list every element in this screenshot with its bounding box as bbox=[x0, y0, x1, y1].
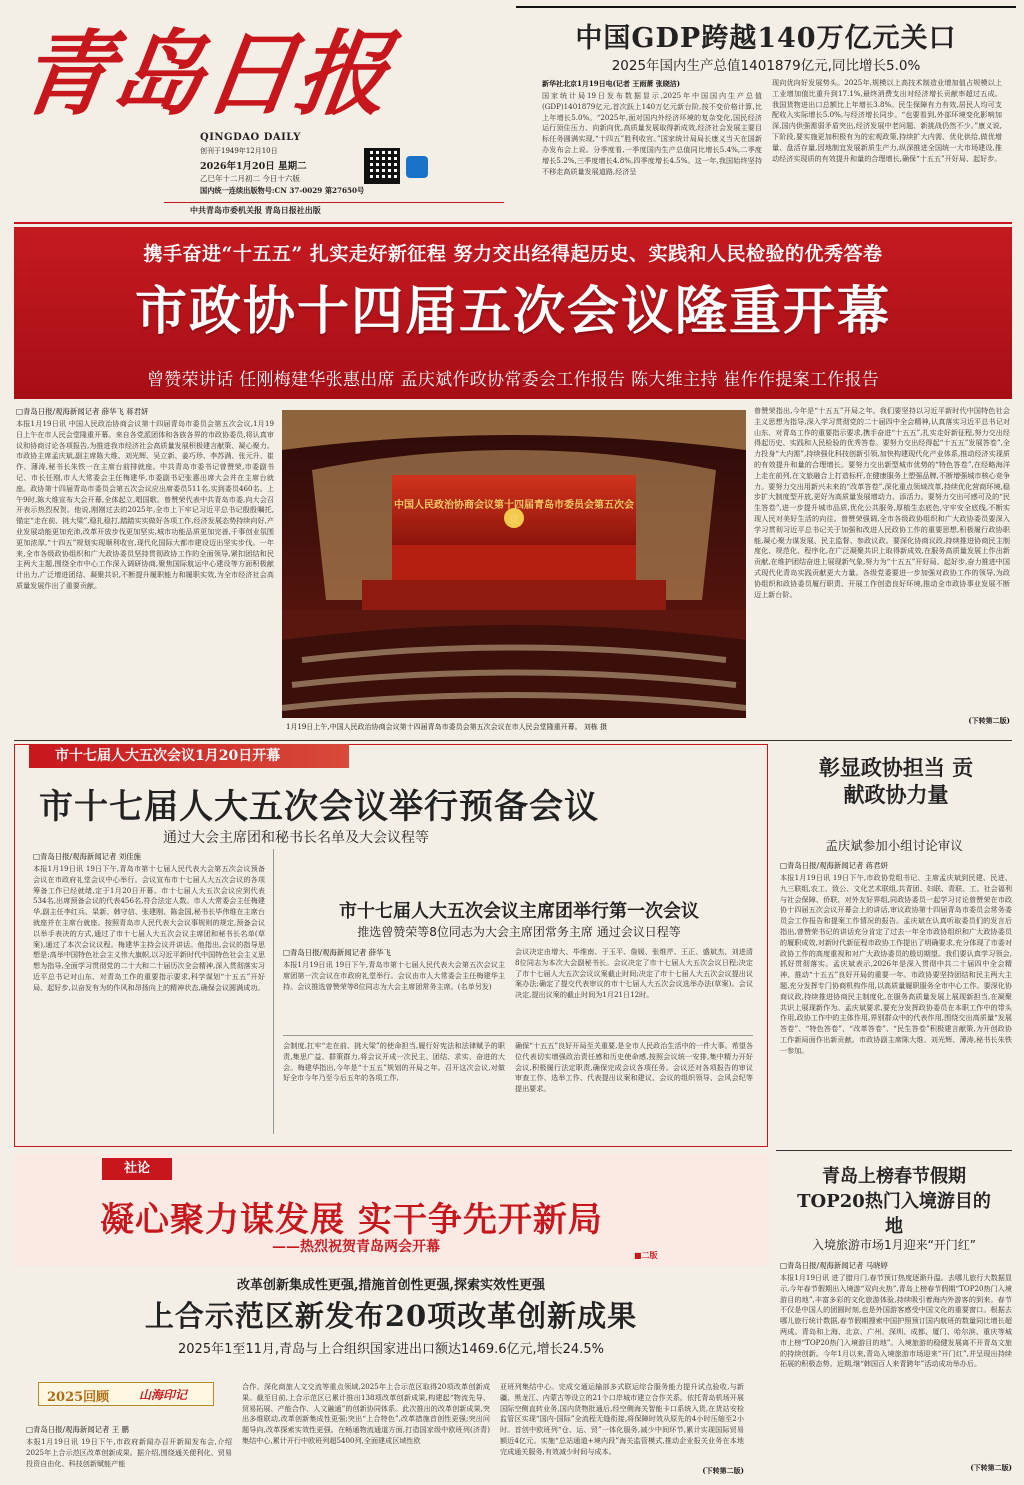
top-story-byline: 新华社北京1月19日电(记者 王雨萧 张晓洁) bbox=[542, 79, 681, 88]
masthead-lunar: 乙巳年十二月初二 今日十六版 bbox=[200, 174, 300, 183]
npc-sub-subhead: 推选曾赞荣等8位同志为大会主席团常务主席 通过会议日程等 bbox=[357, 925, 681, 939]
editorial-tag: 社论 bbox=[102, 1158, 172, 1180]
review-badge-year: 2025回顾 bbox=[47, 1390, 110, 1405]
npc-tail-col1: 会制度,扛牢“走在前、挑大梁”的使命担当,履行好宪法和法律赋予的职责,集思广益、群策群力,将会议开成一次民主、团结、求实、奋进的大会。梅建华指出,今年是“十五五”规划的开局之年。召开这次会议,对做好全市今年乃至今后五年的各项工作, bbox=[283, 1041, 505, 1083]
qr-code-icon bbox=[364, 148, 400, 184]
editorial-subhead: ——热烈祝贺青岛两会开幕 bbox=[272, 1239, 440, 1255]
npc-sub-byline: □青岛日报/观海新闻记者 薛华飞 bbox=[283, 948, 391, 957]
npc-sub-col2: 会议决定由增大、毕维南、于玉平、詹媛、张维芹、王正、盛斌杰、刘进清8位同志为本次大会副秘书长。会议决定了市十七届人大五次会议日程;决定了市十七届人大五次会议议案截止时间;决定了市十七届人大五次会议提出议案办法;确定了提交代表审议的市十七届人大五次会议选举办法(草案)。会议决定,提出议案的截止时间为1月21日12时。 bbox=[515, 947, 753, 1000]
npc-sub-col1: 本报1月19日讯 19日下午,青岛市第十七届人民代表大会第五次会议主席团第一次会议在市政府礼堂举行。会议由市人大常委会主任梅建华主持。会议推选曾赞荣等8位同志为大会主席团常务主席。(名单另发) bbox=[283, 960, 505, 991]
banner-subline: 曾赞荣讲话 任刚梅建华张惠出席 孟庆斌作政协常委会工作报告 陈大维主持 崔作作提案工作报告 bbox=[146, 370, 880, 390]
editorial-headline: 凝心聚力谋发展 实干争先开新局 bbox=[100, 1200, 603, 1240]
npc-tail-col2: 确保“十五五”良好开局至关重要,是全市人民政治生活中的一件大事。希望各位代表切实增强政治责任感和历史使命感,按照会议统一安排,集中精力开好会议,积极履行法定职责,确保完成会议各项任务。会议还对各项报告的审议审查工作、选举工作、代表提出议案和建议、会议的组织领导、会风会纪等提出要求。 bbox=[515, 1041, 753, 1094]
lead-byline: □青岛日报/观海新闻记者 薛华飞 蒋君妍 bbox=[16, 407, 149, 416]
npc-headline: 市十七届人大五次会议举行预备会议 bbox=[39, 787, 599, 827]
conference-photo bbox=[282, 410, 746, 718]
svg-text:青岛日报: 青岛日报 bbox=[12, 19, 397, 128]
masthead-rule bbox=[164, 202, 504, 203]
reform-story bbox=[14, 1270, 768, 1478]
top-story bbox=[516, 6, 1016, 216]
npc-kicker: 市十七届人大五次会议1月20日开幕 bbox=[29, 744, 349, 768]
reform-continued: (下转第二版) bbox=[702, 1466, 744, 1475]
photo-banner-text: 中国人民政治协商会议第十四届青岛市委员会第五次会议 bbox=[394, 500, 634, 526]
npc-body: 本报1月19日讯 19日下午,青岛市第十七届人民代表大会第五次会议预备会议在市政府礼堂会议中心举行。会议宣布市十七届人大五次会议的各项筹备工作已经就绪,定于1月20日开幕。市十七届人大五次会议应到代表534名,出席预备会议的代表456名,符合法定人数。市人大常委会主任梅建华,副主任李红兵、杲新、韩守信、张建刚、陈金国,秘书长毕伟维在主席台就座并在主席台就座。按照青岛市人民代表大会议事规则的规定,预备会议以举手表决的方式,通过了市十七届人大五次会议主席团和秘书长名单(草案),通过了本次会议议程。梅建华主持会议并讲话。他指出,会议的指导思想是:高举中国特色社会主义伟大旗帜,以习近平新时代中国特色社会主义思想为指导,全面学习贯彻党的二十大和二十届历次全会精神,深入贯彻落实习近平总书记对山东、对青岛工作的重要指示要求,科学谋划“十五五”开好局、起好步,以奋发有为的作风和昂扬向上的精神状态,确保会议圆满成功。 bbox=[33, 864, 265, 992]
banner bbox=[14, 227, 1012, 399]
npc-section bbox=[14, 744, 768, 1147]
reform-kicker: 改革创新集成性更强,措施首创性更强,探索实效性更强 bbox=[236, 1278, 546, 1293]
reform-col2: 合作、深化商旅人文交流等重点领域,2025年上合示范区取得20项改革创新成果。截至目前,上合示范区已累计推出138项改革创新成果,构建起“物流先导、贸易拓展、产能合作、人文融通”的创新协同体系。此次推出的改革创新成果,突出多维联动,改革创新集成性更强;突出“上合特色”,改革措施首创性更强;突出问题导向,改革探索实效性更强。在畅通物流通道方面,打造国家级中欧班列(济青)集结中心,累计开行中欧班列超5400列,全面建成区域性欧 bbox=[242, 1382, 490, 1445]
top-story-headline: 中国GDP跨越140万亿元关口 bbox=[575, 23, 957, 54]
wechat-badge-icon bbox=[406, 156, 428, 178]
top-story-col2: 现向优向好发展势头。2025年,规模以上高技术制造业增加值占规模以上工业增加值比重升到17.1%,最终消费支出对经济增长贡献率超过五成。我国货物进出口总额比上年增长3.8%。民生保障有力有效,居民人均可支配收入实际增长5.0%,与经济增长同步。“也要看到,外部环境变化影响加深,国内供强需弱矛盾突出,经济发展中老问题、新挑战仍然不少。”康义说,下阶段,要实施更加积极有为的宏观政策,持续扩大内需、优化供给,做优增量、盘活存量,因地制宜发展新质生产力,纵深推进全国统一大市场建设,推动经济实现质的有效提升和量的合理增长,确保“十五五”开好局、起好步。 bbox=[772, 78, 1002, 163]
side1-subhead: 孟庆斌参加小组讨论审议 bbox=[825, 838, 963, 853]
editorial-page-ref: ■二版 bbox=[634, 1250, 658, 1260]
masthead-publisher: 中共青岛市委机关报 青岛日报社出版 bbox=[190, 205, 321, 215]
reform-headline: 上合示范区新发布20项改革创新成果 bbox=[144, 1299, 638, 1333]
newspaper-logo bbox=[12, 6, 397, 128]
reform-col1: 本报1月19日讯 19日下午,市政府新闻办召开新闻发布会,介绍2025年上合示范区改革创新成果。据介绍,围绕通关便利化、贸易投资自由化、科技创新赋能产能 bbox=[26, 1437, 232, 1468]
side1-body: 本报1月19日讯 19日下午,市政协党组书记、主席孟庆斌到民建、民进、九三联组,农工、致公、文化艺术联组,共青团、妇联、青联、工、社会福利与社会保障、侨联、对外友好界组,同政协委员一起学习讨论曾赞荣在市政协十四届五次会议开幕会上的讲话,审议政协第十四届青岛市委员会常务委员会工作报告和提案工作情况的报告。孟庆斌在认真听取委员们的发言后指出,曾赞荣书记的讲话充分肯定了过去一年全市政协组织和广大政协委员的履职成效,对新时代新征程市政协工作提出了明确要求,充分体现了市委对政协工作的高度重视和对广大政协委员的殷切期望。我们要认真学习领会,抓好贯彻落实。孟庆斌表示,2026年是深入贯彻中共二十届四中全会精神、推动“十五五”良好开局的重要一年。市政协要坚持团结和民主两大主题,充分发挥专门协商机构作用,以高质量履职服务全市中心工作。要深化协商议政,持续推进协商民主制度化,在服务高质量发展上展现新担当,在凝聚共识上展现新作为。孟庆斌要求,要充分发挥政协委员在本职工作中的带头作用,政协工作中的主体作用,界别群众中的代表作用,围绕交出高质量“发展答卷”、“特色答卷”、“改革答卷”、“民生答卷”积极建言献策,为开创政协工作新局面作出新贡献。市政协副主席陈大维、刘光辉、薄涛,秘书长朱铁一参加。 bbox=[780, 873, 1012, 1055]
side-story-politics bbox=[776, 748, 1012, 1148]
hall-image bbox=[282, 410, 746, 718]
masthead-english: QINGDAO DAILY bbox=[200, 132, 301, 143]
npc-sub-headline: 市十七届人大五次会议主席团举行第一次会议 bbox=[339, 901, 699, 922]
editorial bbox=[14, 1154, 768, 1266]
banner-headline: 市政协十四届五次会议隆重开幕 bbox=[134, 281, 891, 342]
banner-kicker: 携手奋进“十五五” 扎实走好新征程 努力交出经得起历史、实践和人民检验的优秀答卷 bbox=[143, 243, 883, 265]
npc-byline: □青岛日报/观海新闻记者 刘佳施 bbox=[33, 852, 141, 861]
masthead bbox=[14, 6, 510, 216]
lead-col-right: 曾赞荣指出,今年是“十五五”开局之年。我们要坚持以习近平新时代中国特色社会主义思想为指导,深入学习贯彻党的二十届四中全会精神,认真落实习近平总书记对山东、对青岛工作的重要指示要求,携手奋进“十五五”,扎实走好新征程,努力交出经得起历史、实践和人民检验的优秀答卷。要努力交出经得起“十五五”发展答卷”,全力投身“大内需”,持续强化科技创新引领,加快构建现代化产业体系,推动经济实现质的有效提升和量的合理增长。要努力交出新型城市优势的“特色答卷”,在经略海洋上走在前列,在文旅融合上打造标杆,在健康服务上塑强品牌,不断增强城市核心竞争力。要努力交出用新兴未来的“改革答卷”,深化重点领域改革,持续优化营商环境,稳步扩大制度型开放,更好为高质量发展增动力、添活力。要努力交出可感可及的“民生答卷”,进一步提升城市品质,优化公共服务,厚植生态底色,守牢安全底线,不断实现人民对美好生活的向往。曾赞荣强调,全市各级政协组织和广大政协委员要深入学习贯彻习近平总书记关于加强和改进人民政协工作的重要思想,积极履行政协职能,凝心聚力谋发展、民主监督、参政议政。要深化协商议政,持续推进协商民主制度化、规范化、程序化,在广泛凝聚共识上取得新成效,在服务高质量发展上作出新贡献,在维护团结奋进上展现新气象,努力为“十五五”开好局、起好步,奋力推进中国式现代化青岛实践贡献更大力量。各级党委要进一步加强对政协工作的领导,为政协组织和政协委员履行职责、开展工作创造良好环境,推动全市政协事业发展不断迈上新台阶。 bbox=[754, 406, 1010, 599]
side2-continued: (下转第二版) bbox=[970, 1463, 1012, 1472]
side2-subhead: 入境旅游市场1月迎来“开门红” bbox=[811, 1238, 977, 1252]
side2-byline: □青岛日报/观海新闻记者 马晓婷 bbox=[780, 1261, 888, 1270]
masthead-date: 2026年1月20日 星期二 bbox=[200, 161, 307, 172]
lead-col-left: 本报1月19日讯 中国人民政治协商会议第十四届青岛市委员会第五次会议,1月19日上午在市人民会堂隆重开幕。来自各党派团体和各族各界的市政协委员,将认真审议和协商讨论各项报告,为推进我市经济社会高质量发展积极建言献策、凝心聚力。市政协主席孟庆斌,副主席陈大维、刘光辉、吴立新、姜巧珍、李苏满、张元升、崔作、薄涛,秘书长朱铁一在主席台前排就座。中共青岛市委书记曾赞荣,市委副书记、市长任刚,市人大常委会主任梅建华,市委副书记张惠出席大会并在主席台就座。政协第十四届青岛市委员会第五次会议应出席委员511名,实到委员460名。上午9时,陈大维宣布大会开幕,全体起立,唱国歌。曾赞荣代表中共青岛市委,向大会召开表示热烈祝贺。他说,刚刚过去的2025年,全市上下牢记习近平总书记殷殷嘱托,锚定“走在前、挑大梁”,稳扎稳打,踏踏实实做好各项工作,经济发展态势持续向好,产业发展动能更加充沛,改革开放步伐更加坚实,城市功能品质更加完善,千事创业氛围更加浓厚,“十四五”规划实现顺利收官,现代化国际大都市建设迈出坚实步伐。一年来,全市各级政协组织和广大政协委员坚持贯彻政协工作的全面领导,紧扣团结和民主两大主题,围绕全市中心工作深入调研协商,聚焦国际航运中心建设等方面积极献计出力,广泛增进团结、凝聚共识,不断提升履职能力和履职实效,为全市经济社会高质量发展作出了重要贡献。 bbox=[16, 419, 274, 590]
review-badge bbox=[38, 1382, 214, 1406]
lead-story bbox=[14, 406, 1012, 736]
review-badge-brand: 山海印记 bbox=[139, 1388, 188, 1402]
side2-headline: 青岛上榜春节假期 TOP20热门入境游目的地 bbox=[797, 1166, 991, 1237]
lead-continued: (下转第二版) bbox=[968, 716, 1010, 725]
npc-subhead: 通过大会主席团和秘书长名单及大会议程等 bbox=[163, 830, 429, 846]
reform-col3: 亚班列集结中心。完成交通运输部多式联运综合服务能力提升试点验收,与新疆、黑龙江、内蒙古等设立的21个口岸城市建立合作关系。依托青岛机场开展国际空侧直转业务,国内货物批通后,经空侧海关智能卡口系统入货,在货站安检监管区实现“国内-国际”全流程无缝衔接,将保障时效从原先的4小时压缩至2小时。首创中欧班列“仓、运、贸”一体化服务,减少中间环节,累计实现国际贸易额近4亿元。实施“总站通道+境内段”海关监管模式,推动企业报关业务在本地完成通关服务,有效减少时间与成本。 bbox=[500, 1382, 744, 1456]
section-divider bbox=[14, 740, 1012, 741]
photo-caption: 1月19日上午,中国人民政治协商会议第十四届青岛市委员会第五次会议在市人民会堂隆重开幕。 刘栋 摄 bbox=[286, 723, 608, 731]
side-story-tourism bbox=[776, 1150, 1012, 1478]
side2-body: 本报1月19日讯 进了腊月门,春节预订热度逐渐升温。去哪儿旅行大数据显示,今年春节假期出入境游“双向火热”,青岛上榜春节假期“TOP20热门入境游目的地”,丰富多彩的文化旅游体验,持续吸引着海内外游客的到来。春节不仅是中国人的团圆时刻,也是外国游客感受中国文化的重要窗口。根据去哪儿旅行统计数据,春节假期搜索中国护照预订国内航班的数量同比增长超两成。青岛和上海、北京、广州、深圳、成都、厦门、哈尔滨、重庆等城市上榜“TOP20热门入境游目的地”。入境旅游的稳健发展离不开青岛文旅的持续创新。今年1月以来,青岛入境旅游市场迎来“开门红”,并呈现出持续拓展的积极态势。近期,继“韩国百人来青跨年”活动成功举办后。 bbox=[780, 1273, 1012, 1369]
reform-subhead: 2025年1至11月,青岛与上合组织国家进出口额达1469.6亿元,增长24.5% bbox=[178, 1342, 604, 1357]
side1-byline: □青岛日报/观海新闻记者 蒋君妍 bbox=[780, 861, 888, 870]
masthead-issue: 国内统一连续出版物号:CN 37-0029 第27650号 bbox=[200, 186, 365, 195]
top-story-subhead: 2025年国内生产总值1401879亿元,同比增长5.0% bbox=[611, 58, 921, 74]
reform-byline: □青岛日报/观海新闻记者 王 鹏 bbox=[26, 1425, 129, 1434]
side1-headline: 彰显政协担当 贡献政协力量 bbox=[818, 755, 974, 807]
page-divider bbox=[14, 222, 1012, 224]
masthead-founded: 创刊于1949年12月10日 bbox=[200, 147, 278, 155]
top-story-col1: 国家统计局19日发布数据显示,2025年中国国内生产总值(GDP)1401879亿元,首次跃上140万亿元新台阶,按不变价格计算,比上年增长5.0%。“2025年,面对国内外经济环境的复杂变化,国民经济运行顶住压力、向新向优,高质量发展取得新成效,经济社会发展主要目标任务圆满实现,“十四五”胜利收官。”国家统计局局长康义当天在国新办发布会上说。分季度看,一季度国内生产总值同比增长5.4%,二季度增长5.2%,三季度增长4.8%,四季度增长4.5%。这一年,我国始终坚持不移走高质量发展道路,经济呈 bbox=[542, 91, 762, 176]
